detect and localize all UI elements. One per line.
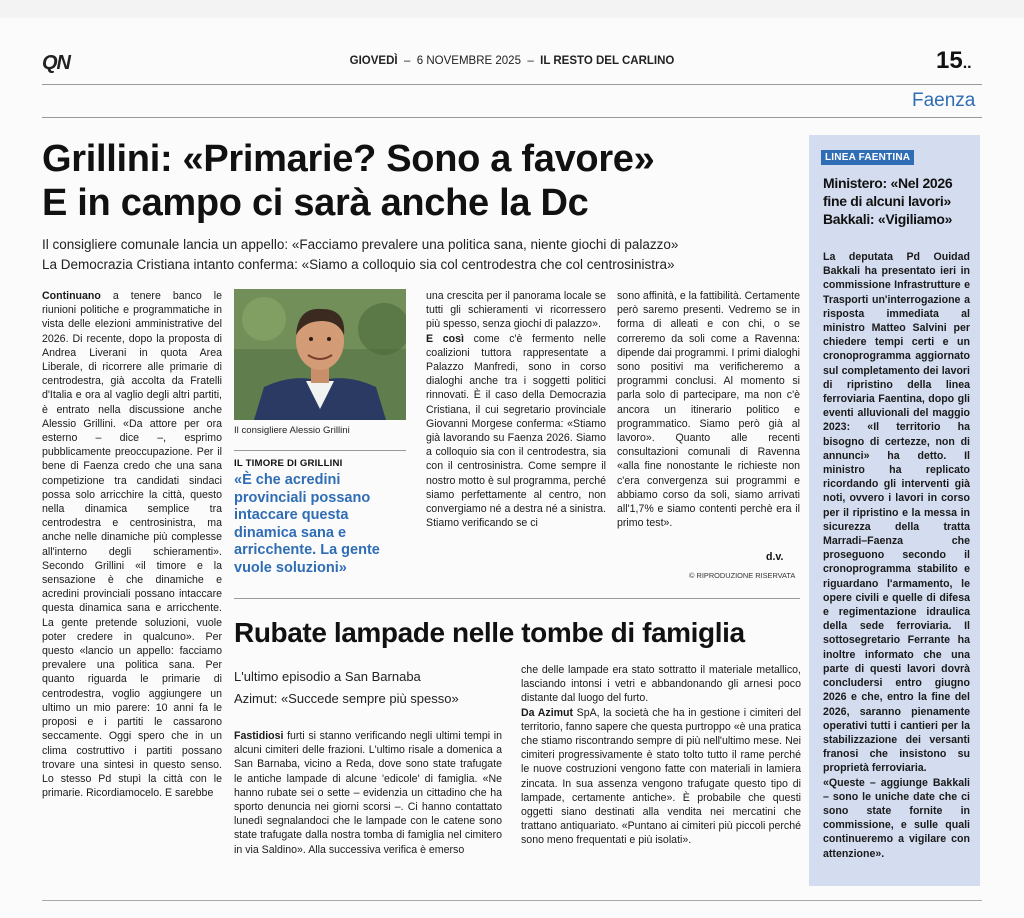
section-name: Faenza <box>912 90 976 111</box>
column-text: a tenere banco le riunioni politiche e programmatiche in vista delle elezioni amministrative del 2026. Di recente, dopo la proposta di Andrea Liverani in quota Area Liberale, di ricorrere alle primarie di centrodestra, già accolta da Fratelli d'Italia e ora al vaglio degli altri partiti, è entrato nella discussione anche Alessio Grillini. «Da attore per ora esterno – dice –, esprimo pubblicamente preoccupazione. Per il bene di Faenza credo che una sana competizione tra candidati sindaci possa solo arricchire la città, questo nella dinamica semplice tra centrodestra e centrosinistra, ma anche nelle dinamiche più complesse all'interno degli schieramenti». Secondo Grillini «il timore e la sensazione è che dinamiche e acredini provinciali possano intaccare questa dinamica sana e arricchente. La gente pretende soluzioni, vuole poter credere in qualcuno». Per questo «lancio un appello: facciamo prevalere una politica sana. Per quanto riguarda le primarie di centrodestra, voglio aggiungere un ultimo un mio parere: 10 anni fa le proposi e i partiti le cassarono seccamente. Oggi spero che in un clima costruttivo i partiti possano trovare una sintesi in questo senso. Lo stesso Pd stupì la città con le primarie. Ricordiamocelo. E sarebbe <box>42 290 222 800</box>
sidebar-kicker: LINEA FAENTINA <box>821 150 914 165</box>
sidebar-title: Ministero: «Nel 2026 fine di alcuni lavori» Bakkali: «Vigiliamo» <box>823 175 953 227</box>
portrait-illustration <box>234 289 406 420</box>
headline-line-2: E in campo ci sarà anche la Dc <box>42 182 589 224</box>
sidebar-text: Pd Ouidad Bakkali ha presentato ieri in commissione Infrastrutture e Trasporti un'interrogazione a risposta immediata al ministro Matteo Salvini per chiedere tempi certi e un cronoprogramma aggiornato sul completamento dei lavori di ripristino della linea ferroviaria Faentina, dopo gli eventi alluvionali del maggio 2023: «Il territorio ha bisogno di certezze, non di annunci» ha detto. Il ministro ha replicato ricordando gli interventi già noti, ovvero i lavori in corso per il ripristino e la messa in sicurezza della tratta Marradi–Faenza che proseguono secondo il cronoprogramma stabilito e riguardano l'armamento, le opere civili e quelle di difesa e regimentazione idraulica della sede ferroviaria. Il sottosegretario Ferrante ha inoltre informato che una parte di questi lavori dovrà concludersi entro giugno 2026 e che, entro la fine del 2026, saranno pienamente operativi tutti i cantieri per la stabilizzazione dei versanti franosi che insistono su proprietà ferroviaria. <box>823 251 970 775</box>
article1-column-4 <box>617 289 800 530</box>
article2-headline: Rubate lampade nelle tombe di famiglia <box>234 617 745 648</box>
deck-line-2: Azimut: «Succede sempre più spesso» <box>234 691 459 706</box>
lead-word: Continuano <box>42 290 101 302</box>
column-text: furti si stanno verificando negli ultimi tempi in alcuni cimiteri delle frazioni. L'ultimo risale a domenica a San Barnaba, vicino a Reda, dove sono state trafugate le antiche lampade di alcune 'edicole' di famiglia. «Ne hanno rubate sei o sette – evidenzia un cittadino che ha sporto denuncia nei giorni scorsi –. Ci hanno contattato lunedì segnalandoci che le lampade con le catene sono state trafugate dalla nostra tomba di famiglia nel cimitero in via Saldino». Alla successiva verifica è emerso <box>234 730 502 856</box>
portrait-photo <box>234 289 406 420</box>
sidebar-quote: «Queste – aggiunge Bakkali – sono le uniche date che ci sono state fornite in commissione, e sulle quali continueremo a vigilare con attenzione». <box>823 776 970 860</box>
deck-line-2: La Democrazia Cristiana intanto conferma: «Siamo a colloquio sia col centrodestra che col centrosinistra» <box>42 257 675 272</box>
column-text: come c'è fermento nelle coalizioni tuttora rappresentate a Palazzo Manfredi, sono in corso dialoghi anche tra i soggetti politici rinnovati. È il caso della Democrazia Cristiana, il cui segretario provinciale Giovanni Morgese conferma: «Stiamo già lavorando su Faenza 2026. Siamo a colloquio sia con il centrodestra, sia con il centrosinistra. Come sempre il nostro motto è sul programma, perché siamo perfettamente al centro, non convergiamo né a destra né a sinistra. Stiamo verificando se ci <box>426 332 606 530</box>
author-signature: d.v. <box>766 551 784 563</box>
day: GIOVEDÌ <box>349 55 398 67</box>
pull-quote: «È che acredini provinciali possano intaccare questa dinamica sana e arricchente. La gente vuole soluzioni» <box>234 472 380 576</box>
column-text: una crescita per il panorama locale se tutti gli schieramenti vi ricorressero più spesso, senza giochi di palazzo». <box>426 290 606 331</box>
lead-word: Fastidiosi <box>234 730 284 742</box>
bottom-rule <box>42 900 982 901</box>
column-text: che delle lampade era stato sottratto il materiale metallico, lasciando intonsi i vetri e abbandonando gli arnesi poco distante dal luogo del furto. <box>521 664 801 705</box>
column-text: SpA, la società che ha in gestione i cimiteri del territorio, fanno sapere che questa purtroppo «è una pratica che stiamo riscontrando sempre di più nell'ultimo mese. Nei cimiteri progressivamente è stato tolto tutto il rame perché le nuove costruzioni vengono fatte con materiali in lamiera zincata. In sua assenza vengono trafugate questo tipo di lampade, certamente antiche». È probabile che questi oggetti siano destinati alla vendita nei mercatini che trattano antiquariato. «Puntano ai cimiteri più piccoli perché sono meno frequentati e più isolati». <box>521 706 801 847</box>
page-number: 15.. <box>936 47 972 74</box>
pull-quote-rule <box>234 450 406 451</box>
header-rule <box>42 84 982 85</box>
main-deck <box>42 235 812 275</box>
article2-deck <box>234 666 504 710</box>
newspaper-name: IL RESTO DEL CARLINO <box>540 55 675 67</box>
pull-quote-kicker: IL TIMORE DI GRILLINI <box>234 458 343 469</box>
headline-line-1: Grillini: «Primarie? Sono a favore» <box>42 138 655 180</box>
date: 6 NOVEMBRE 2025 <box>416 55 521 67</box>
date-separator: – <box>403 55 411 67</box>
article2-column-2 <box>521 663 801 848</box>
article2-column-1 <box>234 729 502 857</box>
dateline: GIOVEDÌ – 6 NOVEMBRE 2025 – IL RESTO DEL CARLINO <box>349 55 675 67</box>
lead-word: La deputata <box>823 251 893 263</box>
page-dots: .. <box>962 55 972 72</box>
main-headline <box>42 137 802 225</box>
section-rule <box>42 117 982 118</box>
article1-column-1 <box>42 289 222 800</box>
photo-caption: Il consigliere Alessio Grillini <box>234 425 350 436</box>
lead-word: Da Azimut <box>521 706 574 719</box>
deck-line-1: L'ultimo episodio a San Barnaba <box>234 669 421 684</box>
article1-column-3 <box>426 289 606 530</box>
article-separator <box>234 598 800 599</box>
column-text: sono affinità, e la fattibilità. Certamente però saremo presenti. Vedremo se in forma di alleati e con chi, o se correremo da soli come a Ravenna: dipende dai programmi. I primi dialoghi sono positivi ma verificheremo a programmi conclusi. Al momento si parla solo di partecipare, ma non c'è ancora un itinerario politico e programmatico. Siamo però già al lavoro». Quanto alle recenti consultazioni comunali di Ravenna «alla fine nonostante le richieste non c'era convergenza sui programmi e abbiamo corso da soli, siamo arrivati all'1,7% e siamo contenti perchè era il primo test». <box>617 290 800 530</box>
lead-word: E così <box>426 332 464 345</box>
top-margin <box>0 0 1024 18</box>
qn-logo: QN <box>42 52 70 74</box>
sidebar-body <box>823 250 970 861</box>
deck-line-1: Il consigliere comunale lancia un appello: «Facciamo prevalere una politica sana, niente giochi di palazzo» <box>42 237 679 252</box>
rights-notice: © RIPRODUZIONE RISERVATA <box>689 571 796 580</box>
